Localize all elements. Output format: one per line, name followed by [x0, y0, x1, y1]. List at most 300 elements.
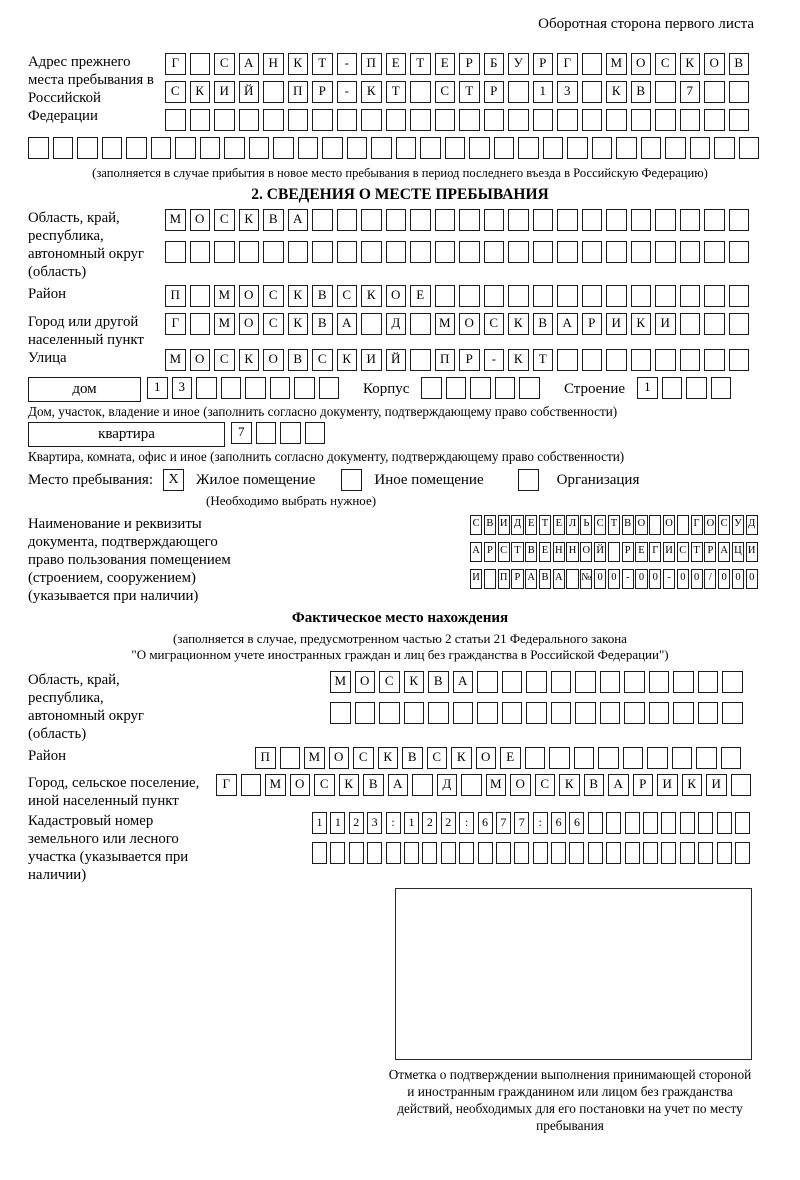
page-title: Оборотная сторона первого листа — [538, 16, 754, 32]
form-cell: К — [190, 81, 211, 103]
form-cell: 1 — [147, 377, 168, 399]
form-cell: 0 — [594, 569, 606, 589]
form-cell: Ц — [732, 542, 744, 562]
form-cell: О — [386, 285, 407, 307]
form-cell: В — [288, 349, 309, 371]
form-cell — [698, 702, 719, 724]
form-cell: В — [539, 569, 551, 589]
form-cell: Р — [633, 774, 654, 796]
form-cell: Г — [216, 774, 237, 796]
form-cell — [263, 109, 284, 131]
form-cell: И — [663, 542, 675, 562]
form-cell: О — [704, 515, 716, 535]
form-cell — [704, 241, 725, 263]
mesto-label: Место пребывания: — [28, 471, 153, 488]
form-cell — [410, 241, 431, 263]
form-cell — [704, 109, 725, 131]
checkbox-organizatsiya — [518, 469, 539, 491]
form-cell — [502, 671, 523, 693]
form-cell — [379, 702, 400, 724]
form-cell — [655, 209, 676, 231]
section3-note-1: (заполняется в случае, предусмотренном частью 2 статьи 21 Федерального закона — [173, 631, 627, 646]
form-cell: Е — [386, 53, 407, 75]
form-cell: К — [508, 349, 529, 371]
form-cell: Е — [539, 542, 551, 562]
form-cell: М — [214, 285, 235, 307]
form-cell: И — [657, 774, 678, 796]
form-cell — [410, 349, 431, 371]
form-cell: 3 — [557, 81, 578, 103]
form-cell: С — [435, 81, 456, 103]
oblast3-label: Область, край, республика, автономный округ (область) — [28, 672, 144, 742]
form-cell: Д — [386, 313, 407, 335]
form-cell: С — [655, 53, 676, 75]
form-cell — [102, 137, 123, 159]
prev-address-row-4 — [28, 137, 772, 159]
form-cell: В — [622, 515, 634, 535]
form-cell: Т — [511, 542, 523, 562]
form-cell: С — [677, 542, 689, 562]
form-cell — [508, 109, 529, 131]
prev-address-row-2 — [165, 81, 753, 103]
raion3-cells — [255, 747, 745, 769]
form-cell: П — [435, 349, 456, 371]
form-cell — [484, 109, 505, 131]
form-cell — [175, 137, 196, 159]
dom-box: дом — [28, 377, 141, 402]
form-cell — [631, 241, 652, 263]
ulitsa-cells — [165, 349, 753, 371]
form-cell — [386, 209, 407, 231]
form-cell — [224, 137, 245, 159]
form-cell — [567, 137, 588, 159]
form-cell: - — [663, 569, 675, 589]
form-cell — [420, 137, 441, 159]
form-cell — [484, 209, 505, 231]
form-cell: С — [427, 747, 448, 769]
form-cell — [600, 702, 621, 724]
form-cell — [739, 137, 760, 159]
form-cell: 1 — [533, 81, 554, 103]
form-cell: С — [470, 515, 482, 535]
raion3-label: Район — [28, 748, 67, 764]
stamp-caption: Отметка о подтверждении выполнения принимающей стороной и иностранным гражданином или лицом без гражданства действий, необходимых для его постановки на учет по месту пребывания — [388, 1067, 752, 1133]
form-cell — [690, 137, 711, 159]
form-cell: 6 — [569, 812, 584, 834]
form-cell — [518, 137, 539, 159]
form-cell — [655, 241, 676, 263]
form-cell — [698, 671, 719, 693]
form-cell: В — [312, 285, 333, 307]
oblast3-block — [28, 671, 772, 743]
form-cell — [412, 774, 433, 796]
form-cell: М — [165, 349, 186, 371]
form-cell — [704, 349, 725, 371]
form-cell — [631, 209, 652, 231]
form-cell — [606, 349, 627, 371]
form-cell: С — [165, 81, 186, 103]
form-cell — [624, 671, 645, 693]
form-cell: Д — [746, 515, 758, 535]
form-cell: У — [732, 515, 744, 535]
gorod-cells — [165, 313, 753, 335]
form-cell: Е — [635, 542, 647, 562]
form-cell — [239, 241, 260, 263]
form-cell — [312, 109, 333, 131]
form-cell — [410, 313, 431, 335]
form-cell — [655, 285, 676, 307]
form-cell — [459, 209, 480, 231]
form-cell — [298, 137, 319, 159]
form-cell — [680, 349, 701, 371]
form-cell: : — [533, 812, 548, 834]
form-cell — [582, 53, 603, 75]
form-cell — [680, 313, 701, 335]
form-cell — [294, 377, 315, 399]
form-cell: М — [486, 774, 507, 796]
form-cell: И — [498, 515, 510, 535]
form-cell: 1 — [637, 377, 658, 399]
form-cell — [280, 422, 301, 444]
gorod-row — [28, 313, 772, 349]
stroenie-cells — [637, 377, 735, 399]
form-cell — [280, 747, 301, 769]
form-cell — [582, 241, 603, 263]
oblast-label: Область, край, республика, автономный округ (область) — [28, 210, 144, 280]
form-cell: Т — [410, 53, 431, 75]
form-cell — [680, 842, 695, 864]
form-cell — [478, 842, 493, 864]
form-cell — [661, 842, 676, 864]
ulitsa-row — [28, 349, 772, 371]
form-cell — [616, 137, 637, 159]
form-cell — [543, 137, 564, 159]
form-cell: 0 — [718, 569, 730, 589]
form-cell — [410, 109, 431, 131]
form-cell — [574, 747, 595, 769]
form-cell: О — [263, 349, 284, 371]
form-cell — [270, 377, 291, 399]
form-cell — [263, 241, 284, 263]
form-cell — [721, 747, 742, 769]
form-cell: О — [239, 285, 260, 307]
form-cell — [312, 209, 333, 231]
form-cell: Е — [553, 515, 565, 535]
form-cell — [588, 812, 603, 834]
form-cell: К — [337, 349, 358, 371]
form-cell: 7 — [231, 422, 252, 444]
form-cell — [672, 747, 693, 769]
form-cell — [606, 109, 627, 131]
form-cell — [722, 702, 743, 724]
form-cell — [496, 842, 511, 864]
form-cell: А — [288, 209, 309, 231]
form-cell: Г — [649, 542, 661, 562]
form-cell: 3 — [172, 377, 193, 399]
form-cell: Е — [435, 53, 456, 75]
form-cell: Д — [437, 774, 458, 796]
form-cell — [729, 209, 750, 231]
form-cell — [649, 515, 661, 535]
prev-address-row-3 — [165, 109, 753, 131]
form-cell — [446, 377, 467, 399]
mesto-note: (Необходимо выбрать нужное) — [206, 493, 377, 508]
form-cell: М — [435, 313, 456, 335]
form-cell: К — [559, 774, 580, 796]
form-cell — [582, 109, 603, 131]
form-cell — [625, 842, 640, 864]
form-cell — [410, 209, 431, 231]
form-cell — [453, 702, 474, 724]
form-cell: Р — [582, 313, 603, 335]
gorod3-row — [28, 774, 772, 810]
raion-row — [28, 285, 772, 307]
form-cell — [441, 842, 456, 864]
form-cell — [647, 747, 668, 769]
form-cell — [600, 671, 621, 693]
form-cell: К — [378, 747, 399, 769]
form-cell: 3 — [367, 812, 382, 834]
form-cell: С — [594, 515, 606, 535]
form-cell — [631, 349, 652, 371]
form-cell: Т — [459, 81, 480, 103]
form-cell — [421, 377, 442, 399]
form-cell: М — [304, 747, 325, 769]
form-cell: О — [580, 542, 592, 562]
form-cell: К — [631, 313, 652, 335]
form-cell: С — [263, 313, 284, 335]
section2-heading: 2. СВЕДЕНИЯ О МЕСТЕ ПРЕБЫВАНИЯ — [251, 186, 549, 203]
form-cell — [717, 812, 732, 834]
form-cell — [367, 842, 382, 864]
form-cell: А — [453, 671, 474, 693]
form-cell — [566, 569, 578, 589]
prev-address-rows — [165, 53, 753, 137]
kvartira-row — [28, 422, 772, 447]
doc-row-3 — [470, 569, 759, 589]
form-cell: : — [386, 812, 401, 834]
form-cell — [347, 137, 368, 159]
form-cell: В — [312, 313, 333, 335]
form-cell: Г — [691, 515, 703, 535]
form-cell: С — [214, 209, 235, 231]
form-cell — [673, 671, 694, 693]
option-inoe-label: Иное помещение — [374, 471, 484, 488]
form-cell: 2 — [349, 812, 364, 834]
gorod3-cells — [216, 774, 755, 796]
form-cell: С — [214, 53, 235, 75]
form-cell: Г — [557, 53, 578, 75]
form-cell: 0 — [732, 569, 744, 589]
form-cell: С — [214, 349, 235, 371]
form-cell: Т — [312, 53, 333, 75]
form-cell: Н — [566, 542, 578, 562]
section3-heading: Фактическое место нахождения — [291, 610, 509, 626]
form-cell: А — [557, 313, 578, 335]
checkbox-zhiloe: X — [163, 469, 184, 491]
form-cell — [484, 569, 496, 589]
stamp-box — [395, 888, 752, 1060]
form-cell — [386, 109, 407, 131]
form-cell: И — [706, 774, 727, 796]
form-cell — [435, 109, 456, 131]
form-cell — [631, 285, 652, 307]
form-cell — [396, 137, 417, 159]
form-cell: К — [288, 313, 309, 335]
form-cell — [256, 422, 277, 444]
checkbox-inoe — [341, 469, 362, 491]
form-cell — [649, 671, 670, 693]
doc-block — [28, 515, 772, 605]
raion-label: Район — [28, 286, 67, 302]
form-cell: Т — [539, 515, 551, 535]
form-cell — [330, 842, 345, 864]
korpus-label: Корпус — [363, 381, 410, 397]
form-cell: С — [498, 542, 510, 562]
form-cell: П — [288, 81, 309, 103]
form-cell — [655, 81, 676, 103]
form-cell: 2 — [441, 812, 456, 834]
form-cell: : — [459, 812, 474, 834]
form-cell: Т — [386, 81, 407, 103]
form-cell: А — [718, 542, 730, 562]
form-cell: В — [428, 671, 449, 693]
form-cell — [484, 241, 505, 263]
form-cell — [495, 377, 516, 399]
form-cell — [575, 671, 596, 693]
form-cell — [214, 241, 235, 263]
form-cell: Ь — [580, 515, 592, 535]
dom-caption: Дом, участок, владение и иное (заполнить согласно документу, подтверждающему право собственности) — [28, 404, 618, 419]
form-cell — [190, 241, 211, 263]
form-cell — [608, 542, 620, 562]
kvartira-number-cells — [231, 422, 329, 444]
gorod3-label: Город, сельское поселение, иной населенный пункт — [28, 775, 200, 809]
form-cell: К — [682, 774, 703, 796]
form-cell: Т — [533, 349, 554, 371]
section3-note-2: "О миграционном учете иностранных граждан и лиц без гражданства в Российской Федерации") — [131, 647, 669, 662]
form-cell — [551, 671, 572, 693]
form-cell: / — [704, 569, 716, 589]
stroenie-label: Строение — [563, 381, 626, 397]
form-cell — [729, 81, 750, 103]
form-cell — [28, 137, 49, 159]
form-cell: К — [508, 313, 529, 335]
form-cell: К — [404, 671, 425, 693]
form-cell — [386, 241, 407, 263]
form-cell — [361, 241, 382, 263]
form-cell — [77, 137, 98, 159]
form-cell — [312, 241, 333, 263]
form-cell: Д — [511, 515, 523, 535]
form-cell — [477, 702, 498, 724]
kadastr-block — [28, 812, 772, 884]
form-cell: Р — [312, 81, 333, 103]
form-cell — [435, 209, 456, 231]
form-cell: А — [388, 774, 409, 796]
form-cell: Г — [165, 313, 186, 335]
form-cell — [459, 241, 480, 263]
form-cell: Р — [622, 542, 634, 562]
form-cell — [592, 137, 613, 159]
form-cell — [680, 209, 701, 231]
option-organizatsiya-label: Организация — [556, 471, 640, 488]
raion3-row — [28, 747, 772, 769]
form-cell: И — [214, 81, 235, 103]
form-cell: А — [337, 313, 358, 335]
form-cell — [190, 313, 211, 335]
form-cell — [245, 377, 266, 399]
form-cell — [508, 241, 529, 263]
form-cell — [273, 137, 294, 159]
form-cell: М — [330, 671, 351, 693]
form-cell: 0 — [746, 569, 758, 589]
form-cell: О — [510, 774, 531, 796]
form-cell: М — [606, 53, 627, 75]
form-cell: № — [580, 569, 592, 589]
form-cell — [288, 109, 309, 131]
form-cell: К — [339, 774, 360, 796]
form-cell — [428, 702, 449, 724]
form-cell — [371, 137, 392, 159]
form-cell — [126, 137, 147, 159]
form-cell: И — [746, 542, 758, 562]
form-cell — [165, 241, 186, 263]
form-cell — [698, 812, 713, 834]
form-cell — [557, 349, 578, 371]
form-cell: С — [535, 774, 556, 796]
oblast3-row-1 — [330, 671, 747, 693]
form-cell: П — [165, 285, 186, 307]
form-cell — [722, 671, 743, 693]
form-cell — [459, 842, 474, 864]
form-cell: 2 — [422, 812, 437, 834]
form-cell — [337, 241, 358, 263]
form-cell — [337, 109, 358, 131]
form-cell: О — [459, 313, 480, 335]
form-cell: К — [239, 209, 260, 231]
form-cell — [606, 285, 627, 307]
form-cell — [477, 671, 498, 693]
form-cell — [484, 285, 505, 307]
form-cell — [696, 747, 717, 769]
kadastr-label: Кадастровый номер земельного или лесного участка (указывается при наличии) — [28, 813, 189, 883]
form-cell: - — [337, 81, 358, 103]
form-cell — [519, 377, 540, 399]
form-cell: Т — [691, 542, 703, 562]
form-cell — [241, 774, 262, 796]
form-cell: А — [525, 569, 537, 589]
form-cell — [514, 842, 529, 864]
form-cell: К — [680, 53, 701, 75]
form-cell — [551, 842, 566, 864]
form-cell: О — [190, 209, 211, 231]
form-cell: М — [214, 313, 235, 335]
prev-address-row-1 — [165, 53, 753, 75]
form-cell — [190, 285, 211, 307]
form-cell — [729, 349, 750, 371]
form-cell: И — [361, 349, 382, 371]
form-cell — [533, 209, 554, 231]
form-cell: К — [361, 285, 382, 307]
form-cell: Й — [594, 542, 606, 562]
form-cell: 0 — [691, 569, 703, 589]
form-cell — [735, 842, 750, 864]
form-cell — [729, 313, 750, 335]
form-cell — [606, 812, 621, 834]
form-cell — [557, 109, 578, 131]
form-cell: С — [312, 349, 333, 371]
